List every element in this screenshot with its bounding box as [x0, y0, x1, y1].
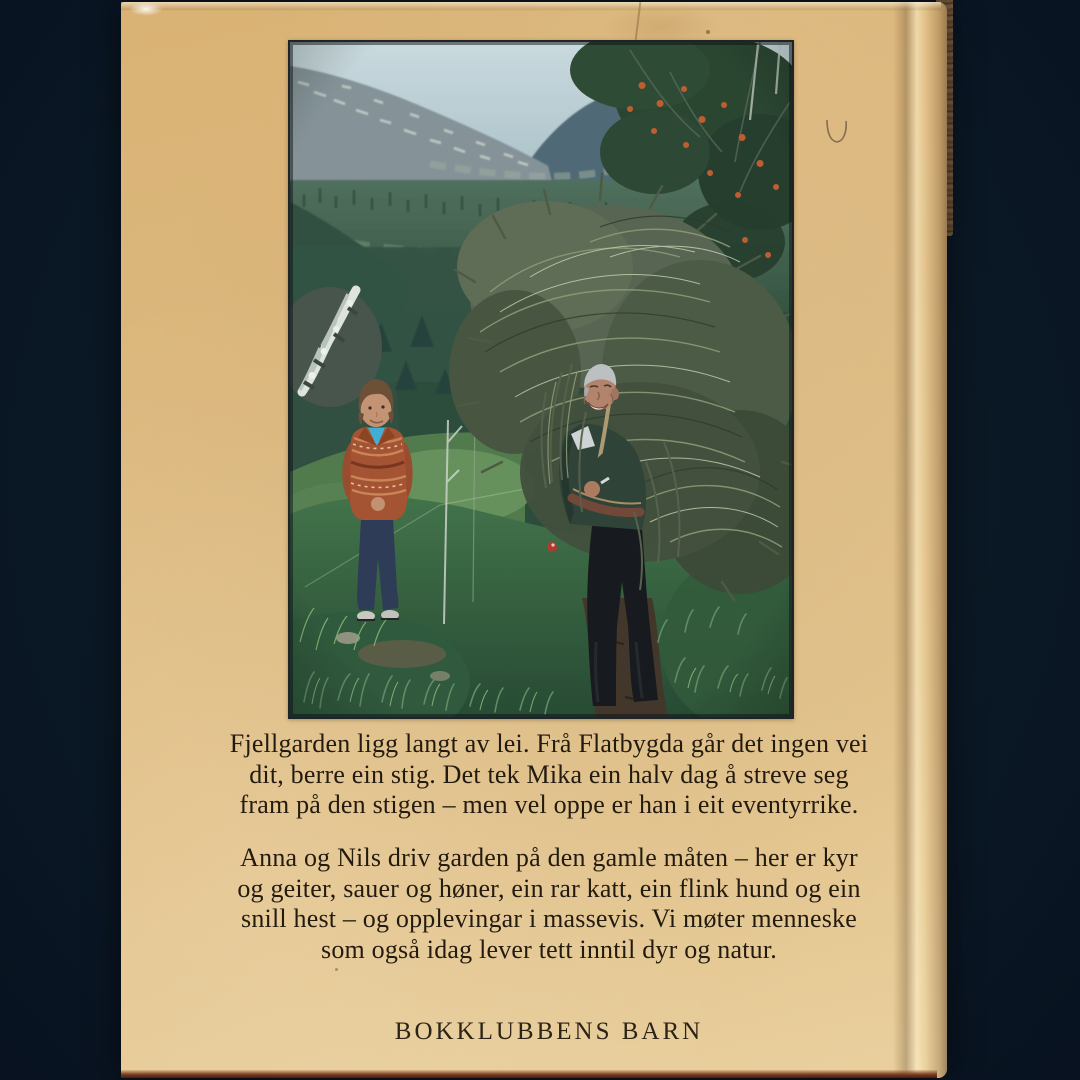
cover-speck — [335, 968, 338, 971]
book-bottom-board-edge — [121, 1070, 937, 1078]
cover-speck — [706, 30, 710, 34]
blurb-line: dit, berre ein stig. Det tek Mika ein halv dag å streve seg — [249, 759, 849, 789]
book-back-cover — [121, 2, 947, 1078]
blurb-line: Anna og Nils driv garden på den gamle måten – her er kyr — [240, 843, 858, 872]
blurb-line: fram på den stigen – men vel oppe er han i eit eventyrrike. — [239, 790, 859, 819]
blurb-paragraph-1 — [157, 729, 941, 821]
blurb-line: som også idag lever tett inntil dyr og natur. — [321, 934, 777, 964]
blurb-line: Fjellgarden ligg langt av lei. Frå Flatbygda går det ingen vei — [229, 729, 869, 758]
publisher-imprint: BOKKLUBBENS BARN — [394, 1018, 704, 1045]
pen-mark-stroke — [827, 120, 846, 142]
book-top-edge-sheen — [121, 2, 941, 11]
blurb-line: snill hest – og opplevingar i massevis. Vi møter menneske — [241, 904, 857, 933]
blurb-paragraph-2 — [157, 843, 941, 965]
pen-mark — [823, 118, 851, 148]
blurb-line: og geiter, sauer og høner, ein rar katt, ein flink hund og ein — [237, 873, 861, 903]
photo-vignette — [290, 42, 792, 717]
cover-photo — [288, 40, 794, 719]
corner-glare — [129, 2, 163, 16]
